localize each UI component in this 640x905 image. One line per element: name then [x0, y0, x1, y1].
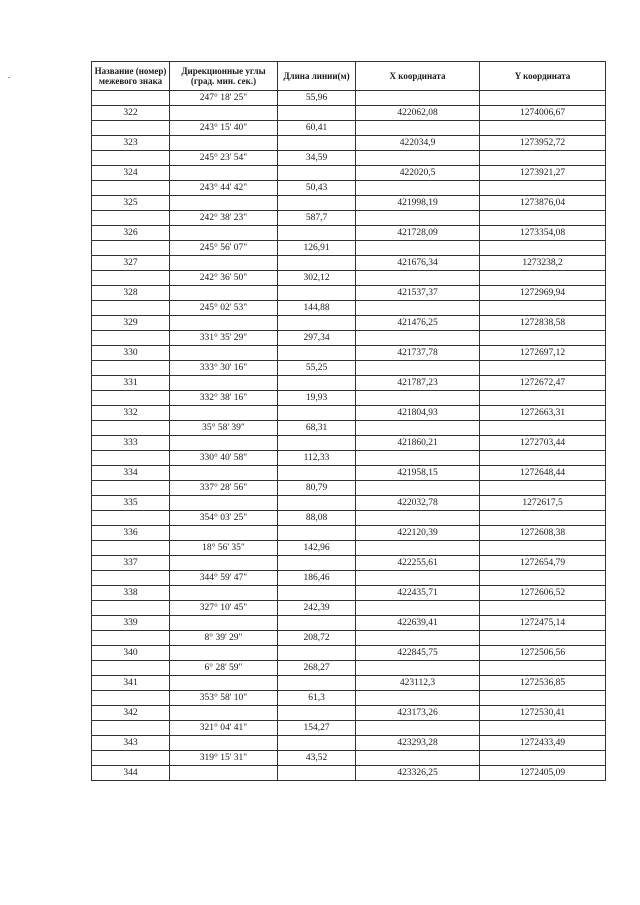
table-row-segment	[92, 121, 606, 136]
table-row-point	[92, 496, 606, 511]
cell-empty	[278, 766, 356, 781]
cell-point-name: 343	[92, 736, 170, 751]
table-row-point	[92, 556, 606, 571]
table-row-segment	[92, 181, 606, 196]
cell-x-coordinate: 422845,75	[356, 646, 480, 661]
table-row-segment	[92, 211, 606, 226]
cell-angle: 242° 38' 23"	[170, 211, 278, 226]
cell-empty	[92, 361, 170, 376]
cell-empty	[356, 391, 480, 406]
cell-empty	[92, 751, 170, 766]
cell-length: 144,88	[278, 301, 356, 316]
cell-empty	[92, 661, 170, 676]
cell-empty	[480, 751, 606, 766]
table-row-point	[92, 226, 606, 241]
cell-y-coordinate: 1272506,56	[480, 646, 606, 661]
cell-empty	[92, 121, 170, 136]
cell-empty	[480, 361, 606, 376]
cell-empty	[356, 601, 480, 616]
cell-empty	[480, 91, 606, 106]
cell-empty	[170, 646, 278, 661]
cell-empty	[480, 271, 606, 286]
cell-empty	[278, 376, 356, 391]
cell-x-coordinate: 421676,34	[356, 256, 480, 271]
cell-length: 112,33	[278, 451, 356, 466]
table-row-point	[92, 706, 606, 721]
table-row-point	[92, 736, 606, 751]
cell-empty	[480, 721, 606, 736]
cell-angle: 245° 23' 54"	[170, 151, 278, 166]
cell-y-coordinate: 1272405,09	[480, 766, 606, 781]
cell-empty	[356, 331, 480, 346]
cell-empty	[92, 151, 170, 166]
cell-y-coordinate: 1272536,85	[480, 676, 606, 691]
table-row-segment	[92, 751, 606, 766]
table-row-segment	[92, 571, 606, 586]
cell-empty	[92, 391, 170, 406]
cell-x-coordinate: 422034,9	[356, 136, 480, 151]
cell-length: 186,46	[278, 571, 356, 586]
cell-angle: 344° 59' 47"	[170, 571, 278, 586]
cell-x-coordinate: 422639,41	[356, 616, 480, 631]
cell-y-coordinate: 1272654,79	[480, 556, 606, 571]
cell-empty	[170, 406, 278, 421]
table-row-segment	[92, 721, 606, 736]
cell-empty	[170, 256, 278, 271]
cell-point-name: 342	[92, 706, 170, 721]
cell-y-coordinate: 1273952,72	[480, 136, 606, 151]
cell-angle: 333° 30' 16"	[170, 361, 278, 376]
cell-y-coordinate: 1272433,49	[480, 736, 606, 751]
cell-empty	[480, 601, 606, 616]
cell-empty	[480, 631, 606, 646]
cell-empty	[92, 541, 170, 556]
cell-empty	[170, 316, 278, 331]
cell-y-coordinate: 1274006,67	[480, 106, 606, 121]
cell-empty	[356, 451, 480, 466]
cell-angle: 353° 58' 10"	[170, 691, 278, 706]
cell-empty	[92, 91, 170, 106]
cell-empty	[278, 646, 356, 661]
cell-point-name: 325	[92, 196, 170, 211]
cell-point-name: 336	[92, 526, 170, 541]
cell-empty	[480, 301, 606, 316]
cell-empty	[170, 706, 278, 721]
cell-x-coordinate: 421787,23	[356, 376, 480, 391]
cell-empty	[356, 481, 480, 496]
cell-length: 55,25	[278, 361, 356, 376]
cell-empty	[92, 511, 170, 526]
cell-empty	[278, 346, 356, 361]
table-row-point	[92, 286, 606, 301]
cell-x-coordinate: 423293,28	[356, 736, 480, 751]
header-length: Длина линии(м)	[278, 62, 356, 91]
cell-angle: 243° 15' 40"	[170, 121, 278, 136]
cell-angle: 247° 18' 25"	[170, 91, 278, 106]
table-row-segment	[92, 361, 606, 376]
table-row-point	[92, 466, 606, 481]
cell-empty	[170, 766, 278, 781]
cell-empty	[92, 571, 170, 586]
cell-point-name: 323	[92, 136, 170, 151]
cell-y-coordinate: 1273876,04	[480, 196, 606, 211]
table-header-row	[92, 62, 606, 91]
cell-empty	[480, 421, 606, 436]
cell-point-name: 337	[92, 556, 170, 571]
table-row-segment	[92, 151, 606, 166]
cell-empty	[356, 211, 480, 226]
cell-angle: 330° 40' 58"	[170, 451, 278, 466]
cell-y-coordinate: 1272530,41	[480, 706, 606, 721]
table-row-segment	[92, 331, 606, 346]
cell-length: 142,96	[278, 541, 356, 556]
cell-empty	[92, 601, 170, 616]
cell-empty	[170, 226, 278, 241]
cell-empty	[356, 691, 480, 706]
cell-empty	[278, 586, 356, 601]
cell-empty	[278, 436, 356, 451]
table-row-segment	[92, 301, 606, 316]
cell-empty	[356, 301, 480, 316]
cell-empty	[278, 286, 356, 301]
table-row-segment	[92, 91, 606, 106]
cell-empty	[480, 181, 606, 196]
cell-point-name: 326	[92, 226, 170, 241]
cell-empty	[480, 391, 606, 406]
cell-empty	[170, 286, 278, 301]
cell-length: 208,72	[278, 631, 356, 646]
cell-empty	[92, 451, 170, 466]
cell-empty	[92, 331, 170, 346]
table-row-segment	[92, 421, 606, 436]
table-row-point	[92, 676, 606, 691]
cell-length: 126,91	[278, 241, 356, 256]
cell-length: 297,34	[278, 331, 356, 346]
cell-empty	[170, 466, 278, 481]
cell-point-name: 331	[92, 376, 170, 391]
cell-angle: 319° 15' 31"	[170, 751, 278, 766]
cell-point-name: 344	[92, 766, 170, 781]
cell-empty	[278, 706, 356, 721]
cell-empty	[480, 451, 606, 466]
table-row-segment	[92, 631, 606, 646]
cell-point-name: 328	[92, 286, 170, 301]
cell-empty	[92, 241, 170, 256]
cell-point-name: 329	[92, 316, 170, 331]
cell-x-coordinate: 423112,3	[356, 676, 480, 691]
table-row-point	[92, 256, 606, 271]
cell-empty	[356, 241, 480, 256]
cell-length: 60,41	[278, 121, 356, 136]
cell-y-coordinate: 1272672,47	[480, 376, 606, 391]
cell-x-coordinate: 422032,78	[356, 496, 480, 511]
cell-empty	[278, 496, 356, 511]
table-row-segment	[92, 691, 606, 706]
cell-empty	[170, 166, 278, 181]
cell-angle: 331° 35' 29"	[170, 331, 278, 346]
cell-length: 88,08	[278, 511, 356, 526]
table-row-segment	[92, 511, 606, 526]
cell-empty	[278, 106, 356, 121]
cell-angle: 35° 58' 39"	[170, 421, 278, 436]
table-row-segment	[92, 451, 606, 466]
cell-length: 302,12	[278, 271, 356, 286]
cell-angle: 8° 39' 29"	[170, 631, 278, 646]
cell-empty	[170, 196, 278, 211]
cell-y-coordinate: 1273238,2	[480, 256, 606, 271]
header-x: X координата	[356, 62, 480, 91]
cell-empty	[480, 151, 606, 166]
cell-empty	[278, 676, 356, 691]
cell-length: 80,79	[278, 481, 356, 496]
cell-empty	[278, 556, 356, 571]
cell-x-coordinate: 423326,25	[356, 766, 480, 781]
cell-empty	[92, 631, 170, 646]
cell-empty	[480, 241, 606, 256]
cell-x-coordinate: 421860,21	[356, 436, 480, 451]
cell-y-coordinate: 1272969,94	[480, 286, 606, 301]
cell-empty	[170, 496, 278, 511]
cell-empty	[92, 421, 170, 436]
cell-point-name: 324	[92, 166, 170, 181]
cell-empty	[170, 346, 278, 361]
cell-x-coordinate: 421476,25	[356, 316, 480, 331]
cell-angle: 245° 02' 53"	[170, 301, 278, 316]
cell-empty	[356, 751, 480, 766]
cell-empty	[480, 211, 606, 226]
cell-empty	[356, 361, 480, 376]
cell-point-name: 330	[92, 346, 170, 361]
cell-y-coordinate: 1272475,14	[480, 616, 606, 631]
cell-point-name: 335	[92, 496, 170, 511]
cell-x-coordinate: 421537,37	[356, 286, 480, 301]
cell-angle: 243° 44' 42"	[170, 181, 278, 196]
table-row-point	[92, 586, 606, 601]
cell-empty	[92, 271, 170, 286]
cell-y-coordinate: 1272606,52	[480, 586, 606, 601]
cell-empty	[480, 331, 606, 346]
cell-empty	[278, 406, 356, 421]
cell-length: 55,96	[278, 91, 356, 106]
cell-y-coordinate: 1272648,44	[480, 466, 606, 481]
cell-x-coordinate: 422120,39	[356, 526, 480, 541]
cell-point-name: 333	[92, 436, 170, 451]
cell-empty	[480, 481, 606, 496]
cell-empty	[278, 526, 356, 541]
table-row-point	[92, 166, 606, 181]
cell-empty	[480, 661, 606, 676]
cell-empty	[356, 91, 480, 106]
cell-point-name: 322	[92, 106, 170, 121]
cell-x-coordinate: 421998,19	[356, 196, 480, 211]
cell-point-name: 340	[92, 646, 170, 661]
cell-empty	[278, 466, 356, 481]
cell-empty	[278, 226, 356, 241]
cell-length: 43,52	[278, 751, 356, 766]
cell-x-coordinate: 421728,09	[356, 226, 480, 241]
cell-y-coordinate: 1272838,58	[480, 316, 606, 331]
table-row-segment	[92, 271, 606, 286]
cell-empty	[356, 421, 480, 436]
cell-y-coordinate: 1272703,44	[480, 436, 606, 451]
cell-empty	[356, 271, 480, 286]
table-row-point	[92, 436, 606, 451]
table-row-point	[92, 136, 606, 151]
table-row-point	[92, 376, 606, 391]
cell-empty	[278, 196, 356, 211]
boundary-coordinates-table	[91, 61, 606, 781]
header-name: Название (номер) межевого знака	[92, 62, 170, 91]
table-row-point	[92, 766, 606, 781]
cell-empty	[170, 556, 278, 571]
table-row-point	[92, 616, 606, 631]
table-row-point	[92, 106, 606, 121]
table-row-point	[92, 196, 606, 211]
cell-empty	[480, 541, 606, 556]
cell-length: 154,27	[278, 721, 356, 736]
cell-x-coordinate: 423173,26	[356, 706, 480, 721]
cell-angle: 321° 04' 41"	[170, 721, 278, 736]
header-y: Y координата	[480, 62, 606, 91]
cell-empty	[480, 121, 606, 136]
cell-empty	[170, 616, 278, 631]
cell-length: 68,31	[278, 421, 356, 436]
cell-point-name: 334	[92, 466, 170, 481]
cell-empty	[170, 436, 278, 451]
cell-empty	[356, 121, 480, 136]
table-row-segment	[92, 661, 606, 676]
cell-empty	[278, 616, 356, 631]
table-row-segment	[92, 241, 606, 256]
cell-empty	[170, 106, 278, 121]
cell-empty	[480, 691, 606, 706]
cell-empty	[92, 691, 170, 706]
cell-point-name: 341	[92, 676, 170, 691]
cell-empty	[92, 481, 170, 496]
table-row-segment	[92, 541, 606, 556]
table-body	[92, 91, 606, 781]
cell-empty	[356, 631, 480, 646]
cell-empty	[92, 211, 170, 226]
cell-y-coordinate: 1273354,08	[480, 226, 606, 241]
cell-empty	[170, 136, 278, 151]
table-row-segment	[92, 481, 606, 496]
cell-length: 50,43	[278, 181, 356, 196]
table-row-point	[92, 406, 606, 421]
cell-y-coordinate: 1272697,12	[480, 346, 606, 361]
cell-empty	[356, 511, 480, 526]
cell-x-coordinate: 421958,15	[356, 466, 480, 481]
table-row-point	[92, 646, 606, 661]
cell-empty	[278, 166, 356, 181]
cell-empty	[480, 571, 606, 586]
cell-point-name: 339	[92, 616, 170, 631]
table-row-segment	[92, 601, 606, 616]
cell-empty	[170, 736, 278, 751]
cell-empty	[170, 586, 278, 601]
table-row-point	[92, 316, 606, 331]
cell-x-coordinate: 422020,5	[356, 166, 480, 181]
cell-y-coordinate: 1273921,27	[480, 166, 606, 181]
cell-empty	[278, 736, 356, 751]
cell-empty	[356, 151, 480, 166]
cell-x-coordinate: 421804,93	[356, 406, 480, 421]
cell-empty	[170, 676, 278, 691]
cell-length: 61,3	[278, 691, 356, 706]
header-angle: Дирекционные углы (град. мин. сек.)	[170, 62, 278, 91]
cell-empty	[92, 721, 170, 736]
cell-x-coordinate: 422062,08	[356, 106, 480, 121]
table-row-point	[92, 346, 606, 361]
cell-x-coordinate: 421737,78	[356, 346, 480, 361]
cell-length: 587,7	[278, 211, 356, 226]
scan-speck	[8, 77, 10, 78]
table-row-segment	[92, 391, 606, 406]
cell-length: 34,59	[278, 151, 356, 166]
cell-length: 19,93	[278, 391, 356, 406]
cell-empty	[356, 181, 480, 196]
table-row-point	[92, 526, 606, 541]
cell-empty	[356, 721, 480, 736]
cell-angle: 18° 56' 35"	[170, 541, 278, 556]
cell-empty	[356, 661, 480, 676]
cell-y-coordinate: 1272663,31	[480, 406, 606, 421]
cell-angle: 242° 36' 50"	[170, 271, 278, 286]
cell-x-coordinate: 422435,71	[356, 586, 480, 601]
cell-x-coordinate: 422255,61	[356, 556, 480, 571]
cell-empty	[480, 511, 606, 526]
cell-empty	[170, 526, 278, 541]
cell-angle: 245° 56' 07"	[170, 241, 278, 256]
cell-point-name: 338	[92, 586, 170, 601]
cell-point-name: 332	[92, 406, 170, 421]
cell-empty	[278, 256, 356, 271]
cell-y-coordinate: 1272608,38	[480, 526, 606, 541]
cell-angle: 6° 28' 59"	[170, 661, 278, 676]
cell-angle: 337° 28' 56"	[170, 481, 278, 496]
cell-length: 242,39	[278, 601, 356, 616]
cell-y-coordinate: 1272617,5	[480, 496, 606, 511]
cell-empty	[92, 181, 170, 196]
cell-angle: 354° 03' 25"	[170, 511, 278, 526]
cell-empty	[356, 541, 480, 556]
cell-length: 268,27	[278, 661, 356, 676]
cell-empty	[356, 571, 480, 586]
cell-angle: 327° 10' 45"	[170, 601, 278, 616]
cell-empty	[170, 376, 278, 391]
cell-empty	[278, 316, 356, 331]
cell-angle: 332° 38' 16"	[170, 391, 278, 406]
cell-empty	[92, 301, 170, 316]
cell-empty	[278, 136, 356, 151]
cell-point-name: 327	[92, 256, 170, 271]
